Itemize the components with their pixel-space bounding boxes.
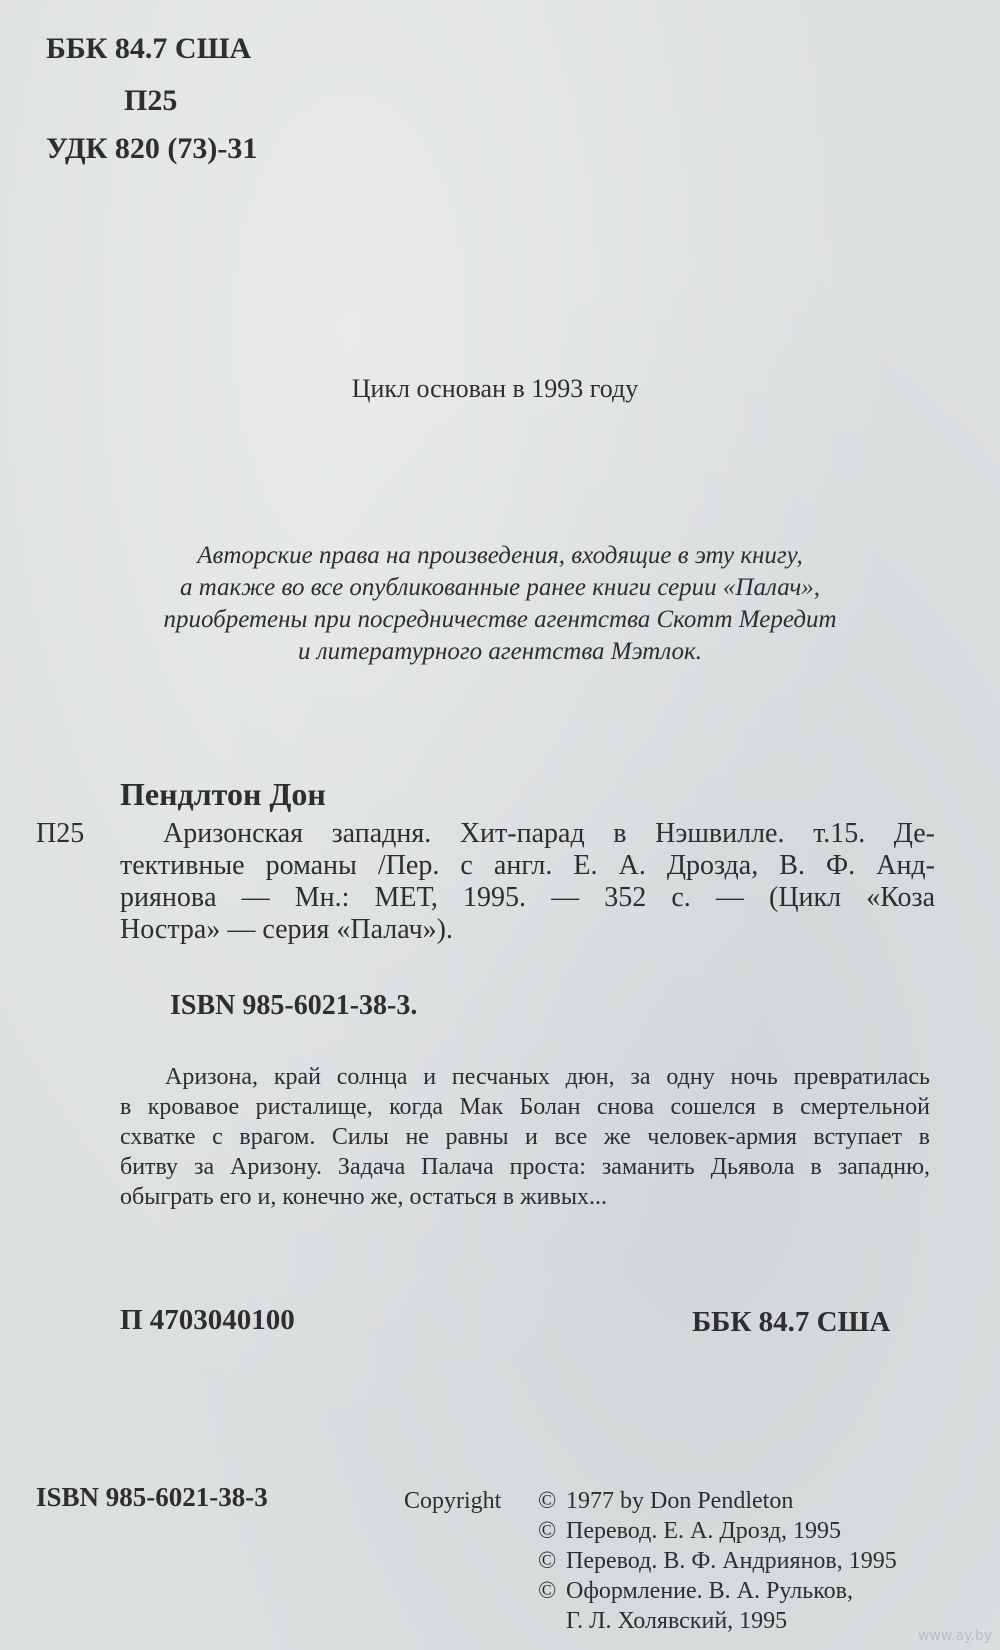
copyright-row <box>404 1486 897 1516</box>
annotation-line: Аризона, край солнца и песчаных дюн, за одну ночь превратилась <box>165 1064 930 1090</box>
copyright-line: 1977 by Don Pendleton <box>566 1488 794 1514</box>
copyright-line: Г. Л. Холявский, 1995 <box>566 1608 788 1634</box>
annotation-line: схватке с врагом. Силы не равны и все же человек-армия вступает в <box>120 1124 930 1150</box>
annotation-line: обыграть его и, конечно же, остаться в живых... <box>120 1184 607 1210</box>
copyright-icon: © <box>538 1548 557 1574</box>
rights-line: приобретены при посредничестве агентства Скотт Мередит <box>163 606 837 633</box>
copyright-label: Copyright <box>404 1488 502 1514</box>
annotation <box>120 1062 930 1212</box>
description-line: Ностра» — серия «Палач»). <box>120 914 453 945</box>
copyright-icon: © <box>538 1578 557 1604</box>
copyright-icon: © <box>538 1518 557 1544</box>
bbk-classification: ББК 84.7 США <box>46 32 252 65</box>
description-line: Аризонская западня. Хит-парад в Нэшвилле. т.15. Де- <box>163 818 935 849</box>
copyright-line: Перевод. В. Ф. Андриянов, 1995 <box>566 1548 897 1574</box>
rights-line: и литературного агентства Мэтлок. <box>297 638 703 665</box>
catalog-author: Пендлтон Дон <box>120 776 326 812</box>
copyright-row <box>404 1516 897 1546</box>
watermark: www.ay.by <box>917 1628 992 1644</box>
rights-notice <box>0 540 1000 668</box>
udk-classification: УДК 820 (73)-31 <box>46 132 258 165</box>
copyright-row <box>404 1606 897 1636</box>
copyright-block <box>404 1486 897 1636</box>
rights-line: Авторские права на произведения, входящие в эту книгу, <box>197 542 803 569</box>
catalog-code: П25 <box>36 818 85 849</box>
rights-line: а также во все опубликованные ранее книги серии «Палач», <box>179 574 821 601</box>
author-sign-code: П25 <box>124 84 178 117</box>
copyright-row <box>404 1546 897 1576</box>
annotation-line: в кровавое ристалище, когда Мак Болан снова сошелся в смертельной <box>120 1094 930 1120</box>
copyright-line: Оформление. В. А. Рульков, <box>566 1578 854 1604</box>
annotation-line: битву за Аризону. Задача Палача проста: заманить Дьявола в западню, <box>120 1154 930 1180</box>
cycle-note: Цикл основан в 1993 году <box>351 374 639 403</box>
isbn-footer: ISBN 985-6021-38-3 <box>36 1482 268 1512</box>
copyright-row <box>404 1576 897 1606</box>
bbk-classification-footer: ББК 84.7 США <box>692 1306 891 1338</box>
catalog-description <box>120 818 935 946</box>
catalog-isbn: ISBN 985-6021-38-3. <box>170 990 418 1021</box>
publisher-code: П 4703040100 <box>120 1304 295 1336</box>
description-line: тективные романы /Пер. с англ. Е. А. Дрозда, В. Ф. Анд- <box>120 850 935 881</box>
copyright-line: Перевод. Е. А. Дрозд, 1995 <box>566 1518 841 1544</box>
description-line: рияновa — Мн.: МЕТ, 1995. — 352 с. — (Цикл «Коза <box>120 882 935 913</box>
copyright-icon: © <box>538 1488 557 1514</box>
